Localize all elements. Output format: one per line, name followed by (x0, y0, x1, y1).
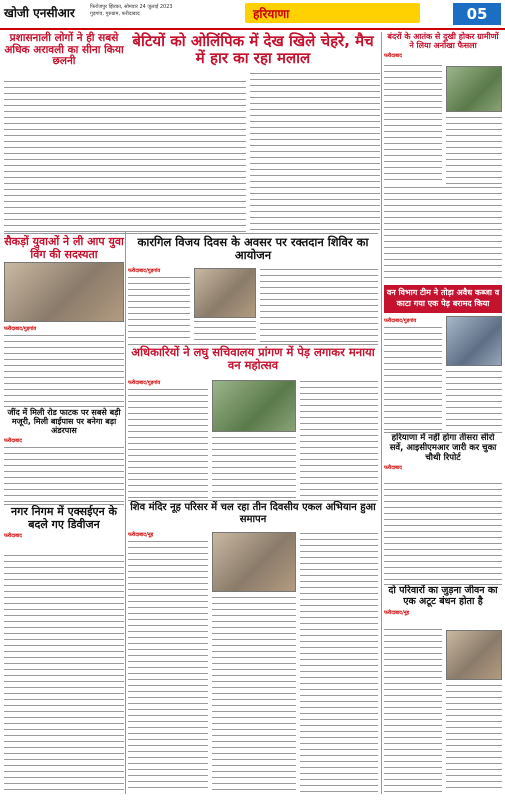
byline-temple-wrap (128, 530, 208, 540)
byline-trees: फरीदाबाद (384, 52, 402, 59)
photo-monkeys (446, 66, 502, 112)
article-kargil (128, 236, 378, 262)
row-divider (128, 344, 378, 345)
column-divider (125, 232, 126, 794)
masthead (0, 0, 505, 28)
photo-families (446, 630, 502, 680)
row-divider (384, 584, 502, 585)
article-olympic (128, 33, 378, 66)
photo-youth (4, 262, 124, 322)
body-families (384, 628, 442, 792)
byline-secretariat: फरीदाबाद/गुड़गांव (128, 380, 161, 386)
byline-forest: फरीदाबाद/गुड़गांव (384, 318, 417, 324)
byline-forest-wrap (384, 316, 442, 326)
byline-secretariat-wrap (128, 378, 208, 388)
page-number: 05 (453, 3, 501, 25)
body-trees (384, 64, 442, 184)
body-kargil-2 (194, 320, 256, 342)
edition-date: फिरोजपुर झिरका, सोमवार 24 जुलाई 2023 (90, 4, 173, 10)
headline-secretariat: अधिकारियों ने लघु सचिवालय प्रांगण में पेड़ लगाकर मनाया वन महोत्सव (131, 345, 375, 373)
edition-cities: गुड़गांव, गुरुग्राम, फरीदाबाद (90, 11, 140, 17)
body-youth (4, 334, 124, 404)
body-temple-2 (212, 596, 296, 792)
body-corporation (4, 554, 124, 792)
byline-kargil-wrap (128, 266, 190, 276)
row-divider (4, 504, 124, 505)
body-trees-2 (446, 116, 502, 184)
article-land (4, 408, 124, 446)
headline-rain: हरियाणा में नहीं होगा तीसरा सीरो सर्वे, आइसीएमआर जारी कर चुका चौथी रिपोर्ट (389, 433, 497, 463)
headline-aravali: प्रशासनाली लोगों ने ही सबसे अधिक अरावली का सीना किया छलनी (4, 32, 124, 68)
headline-forest: वन विभाग टीम ने तोड़ा अवैध कब्जा व काटा गया एक पेड़ बरामद किया (384, 285, 502, 313)
byline-kargil: फरीदाबाद/गुड़गांव (128, 268, 161, 274)
byline-land: फरीदाबाद (4, 437, 22, 444)
body-families-2 (446, 684, 502, 792)
headline-youth: सैकड़ों युवाओं ने ली आप युवा विंग की सदस्यता (4, 235, 124, 261)
byline-youth: फरीदाबाद/गुड़गांव (4, 326, 37, 332)
headline-olympic: बेटियों को ओलिंपिक में देख खिले चेहरे, मैच में हार का रहा मलाल (132, 32, 374, 67)
column-divider (381, 32, 382, 794)
headline-families: दो परिवारों का जुड़ना जीवन का एक अटूट बंधन होता है (388, 585, 498, 607)
body-kargil-3 (260, 268, 378, 342)
body-rain (384, 482, 502, 582)
body-temple-3 (300, 532, 378, 792)
article-temple (128, 502, 378, 525)
byline-temple: फरीदाबाद/नूह (128, 532, 154, 538)
newspaper-logo: खोजी एनसीआर (4, 6, 75, 20)
article-trees (384, 33, 502, 61)
article-families (384, 586, 502, 618)
section-title: हरियाणा (245, 3, 420, 23)
body-kargil (128, 276, 190, 342)
body-land (4, 446, 124, 502)
byline-families: फरीदाबाद/नूह (384, 609, 410, 616)
body-forest-2 (446, 370, 502, 430)
body-aravali (4, 80, 246, 232)
article-secretariat (128, 346, 378, 372)
masthead-rule (0, 28, 505, 30)
article-aravali (4, 33, 124, 68)
article-rain (384, 434, 502, 473)
article-corporation (4, 506, 124, 541)
headline-trees: बंदरों के आतंक से दुखी होकर ग्रामीणों ने लिया अनोखा फैसला (387, 32, 499, 50)
body-secretariat-2 (212, 436, 296, 498)
row-divider (128, 500, 378, 501)
headline-corporation: नगर निगम में एक्सईएन के बदले गए डिवीजन (11, 505, 117, 531)
photo-forest (446, 316, 502, 366)
photo-secretariat (212, 380, 296, 432)
headline-temple: शिव मंदिर नूह परिसर में चल रहा तीन दिवसीय एकल अभियान हुआ समापन (130, 502, 376, 525)
body-temple (128, 540, 208, 792)
byline-corporation: फरीदाबाद (4, 533, 22, 540)
photo-kargil (194, 268, 256, 318)
body-secretariat (128, 388, 208, 498)
body-forest (384, 326, 442, 430)
row-divider (384, 432, 502, 433)
body-secretariat-3 (300, 380, 378, 498)
byline-youth-wrap (4, 324, 124, 334)
headline-land: जींद में मिली रोड फाटक पर सबसे बड़ी मजूरी, मिली बाईपास पर बनेगा बड़ा अंडरपास (7, 408, 121, 436)
row-divider (4, 233, 378, 234)
headline-kargil: कारगिल विजय दिवस के अवसर पर रक्तदान शिविर का आयोजन (137, 235, 369, 263)
body-trees-3 (384, 186, 502, 282)
body-olympic (250, 72, 380, 232)
photo-temple (212, 532, 296, 592)
byline-rain: फरीदाबाद (384, 465, 402, 472)
edition-meta (90, 4, 250, 18)
article-youth (4, 236, 124, 261)
row-divider (4, 406, 124, 407)
